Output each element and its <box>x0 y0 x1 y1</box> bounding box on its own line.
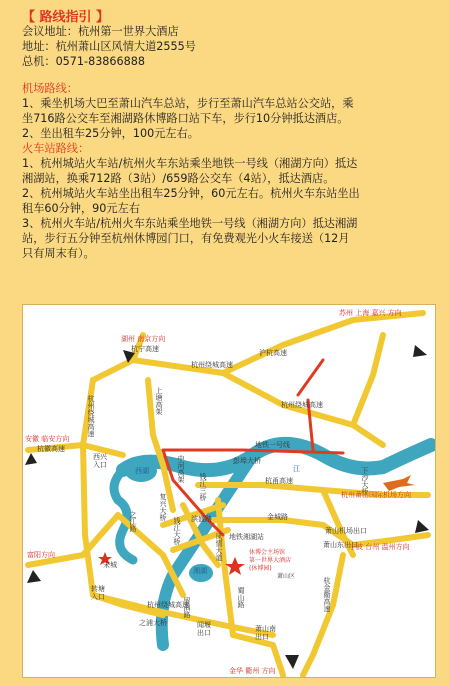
map-label-ningbo: 宁波 台州 温州方向 <box>349 543 410 551</box>
airport-route-line: 1、乘坐机场大巴至萧山汽车总站，步行至萧山汽车总站公交站，乘 <box>22 97 354 110</box>
map-label-qianjiang: 钱江大桥 <box>173 517 181 545</box>
train-route-line: 2、杭州城站火车站坐出租车25分钟，60元左右。杭州火车东站坐出 <box>22 187 360 200</box>
map-label-airport-exit: 萧山机场出口 <box>325 527 367 535</box>
venue-address: 地址：杭州萧山区风情大道2555号 <box>22 40 196 53</box>
map-label-fengqing: 风情大道 <box>215 533 223 561</box>
map-label-ring-north: 杭州绕城高速 <box>191 361 233 369</box>
venue-name: 会议地址：杭州第一世界大酒店 <box>22 25 179 38</box>
airplane-icon <box>383 475 415 491</box>
map-label-xianghu-station: 地铁湘湖站 <box>229 533 264 541</box>
airport-route-line: 2、坐出租车25分钟，100元左右。 <box>22 127 199 140</box>
map-label-anhui: 安徽 临安方向 <box>25 435 70 443</box>
map-label-xiaoshan-east: 萧山东出口 <box>323 541 358 549</box>
map-label-suzhou: 苏州 上海 嘉兴 方向 <box>339 309 402 317</box>
huhang-expressway <box>223 313 423 373</box>
train-route-line: 3、杭州火车站/杭州火车东站乘坐地铁一号线（湘湖方向）抵达湘湖 <box>22 217 358 230</box>
route-text <box>22 24 432 261</box>
map-label-shushan: 蜀山路 <box>237 587 245 608</box>
map-label-hangyong: 杭甬高速 <box>265 477 293 485</box>
arrow-icon <box>413 345 427 357</box>
map-label-zhipu: 之浦大桥 <box>139 619 167 627</box>
arrow-icon <box>27 570 41 583</box>
map-label-ring-west: 杭州绕城高速 <box>87 395 95 437</box>
metro-line-1-branch <box>298 360 323 395</box>
map-label-hanghui: 杭徽高速 <box>37 445 65 453</box>
train-heading: 火车站路线： <box>22 142 90 155</box>
map-label-jincheng: 金城路 <box>267 513 288 521</box>
train-route-line: 只有周末有）。 <box>22 247 95 260</box>
map-label-binsheng: 滨盛路 <box>191 515 212 523</box>
venue-phone: 总机：0571-83866888 <box>22 55 146 68</box>
map-label-ring-south: 杭州绕城高速 <box>147 601 189 609</box>
shanghai-direction-road <box>353 335 383 425</box>
map-label-metro-1: 地铁一号线 <box>255 441 290 449</box>
train-route-line: 湘湖站，换乘712路（3站）/659路公交车（4站），抵达酒店。 <box>22 172 335 185</box>
arrow-icon <box>285 655 299 669</box>
map-label-ring-north-2: 杭州绕城高速 <box>281 401 323 409</box>
map-label-zhijiang: 之江路 <box>129 511 137 532</box>
hangjinqu-expressway <box>303 555 343 675</box>
map-label-pengbu: 彭埠大桥 <box>233 457 261 465</box>
map-label-wenyan: 闻堰 出口 <box>197 621 211 637</box>
map-label-xiaoshan-south: 萧山南 出口 <box>255 625 276 641</box>
map-label-fuyang: 富阳方向 <box>27 551 55 559</box>
map-label-river: 江 <box>293 465 300 473</box>
arrow-icon <box>415 520 429 533</box>
route-map <box>22 304 436 678</box>
map-label-zhonghe: 中河高架 <box>177 455 185 483</box>
train-route-line: 租车60分钟，90元左右 <box>22 202 140 215</box>
map-label-qianjiang-3: 钱江三桥 <box>199 473 207 501</box>
train-route-line: 站，步行五分钟至杭州休博园门口，有免费观光小火车接送（12月 <box>22 232 350 245</box>
map-label-jinhua: 金华 衢州 方向 <box>229 667 276 675</box>
map-label-venue: 休博会主场馆 第一世界大酒店 (休博园) <box>249 549 292 572</box>
ring-road-north <box>93 360 383 445</box>
arrow-icon <box>25 453 37 465</box>
map-label-zhuantang: 转塘 入口 <box>91 585 105 601</box>
airport-route-line: 坐716路公交车至湘湖路休博路口站下车，步行10分钟抵达酒店。 <box>22 112 349 125</box>
map-label-songcheng: 宋城 <box>103 561 117 569</box>
map-label-hangjinqu: 杭金衢高速 <box>323 577 331 612</box>
map-label-huzhou: 湖州 南京方向 <box>121 335 166 343</box>
map-label-west-lake: 西湖 <box>135 467 149 475</box>
map-label-xiasha: 下沙大桥 <box>361 467 369 495</box>
map-label-fuxing: 复兴大桥 <box>159 493 167 521</box>
map-label-shangtang: 上塘高架 <box>155 387 163 415</box>
map-label-hangning: 杭宁高速 <box>131 345 159 353</box>
airport-heading: 机场路线： <box>22 82 78 95</box>
map-label-airport: 杭州萧山国际机场方向 <box>341 491 411 499</box>
route-guide-title: 【 路线指引 】 <box>22 10 110 25</box>
map-label-xianghu: 湘湖 <box>193 567 207 575</box>
map-label-xixing-exit: 西兴 入口 <box>93 453 107 469</box>
map-label-xiaoshan-district: 萧山区 <box>277 573 296 580</box>
map-label-huhang: 沪杭高速 <box>259 349 287 357</box>
map-label-liusi: 留泗路 <box>183 597 191 618</box>
train-route-line: 1、杭州城站火车站/杭州火车东站乘坐地铁一号线（湘湖方向）抵达 <box>22 157 358 170</box>
